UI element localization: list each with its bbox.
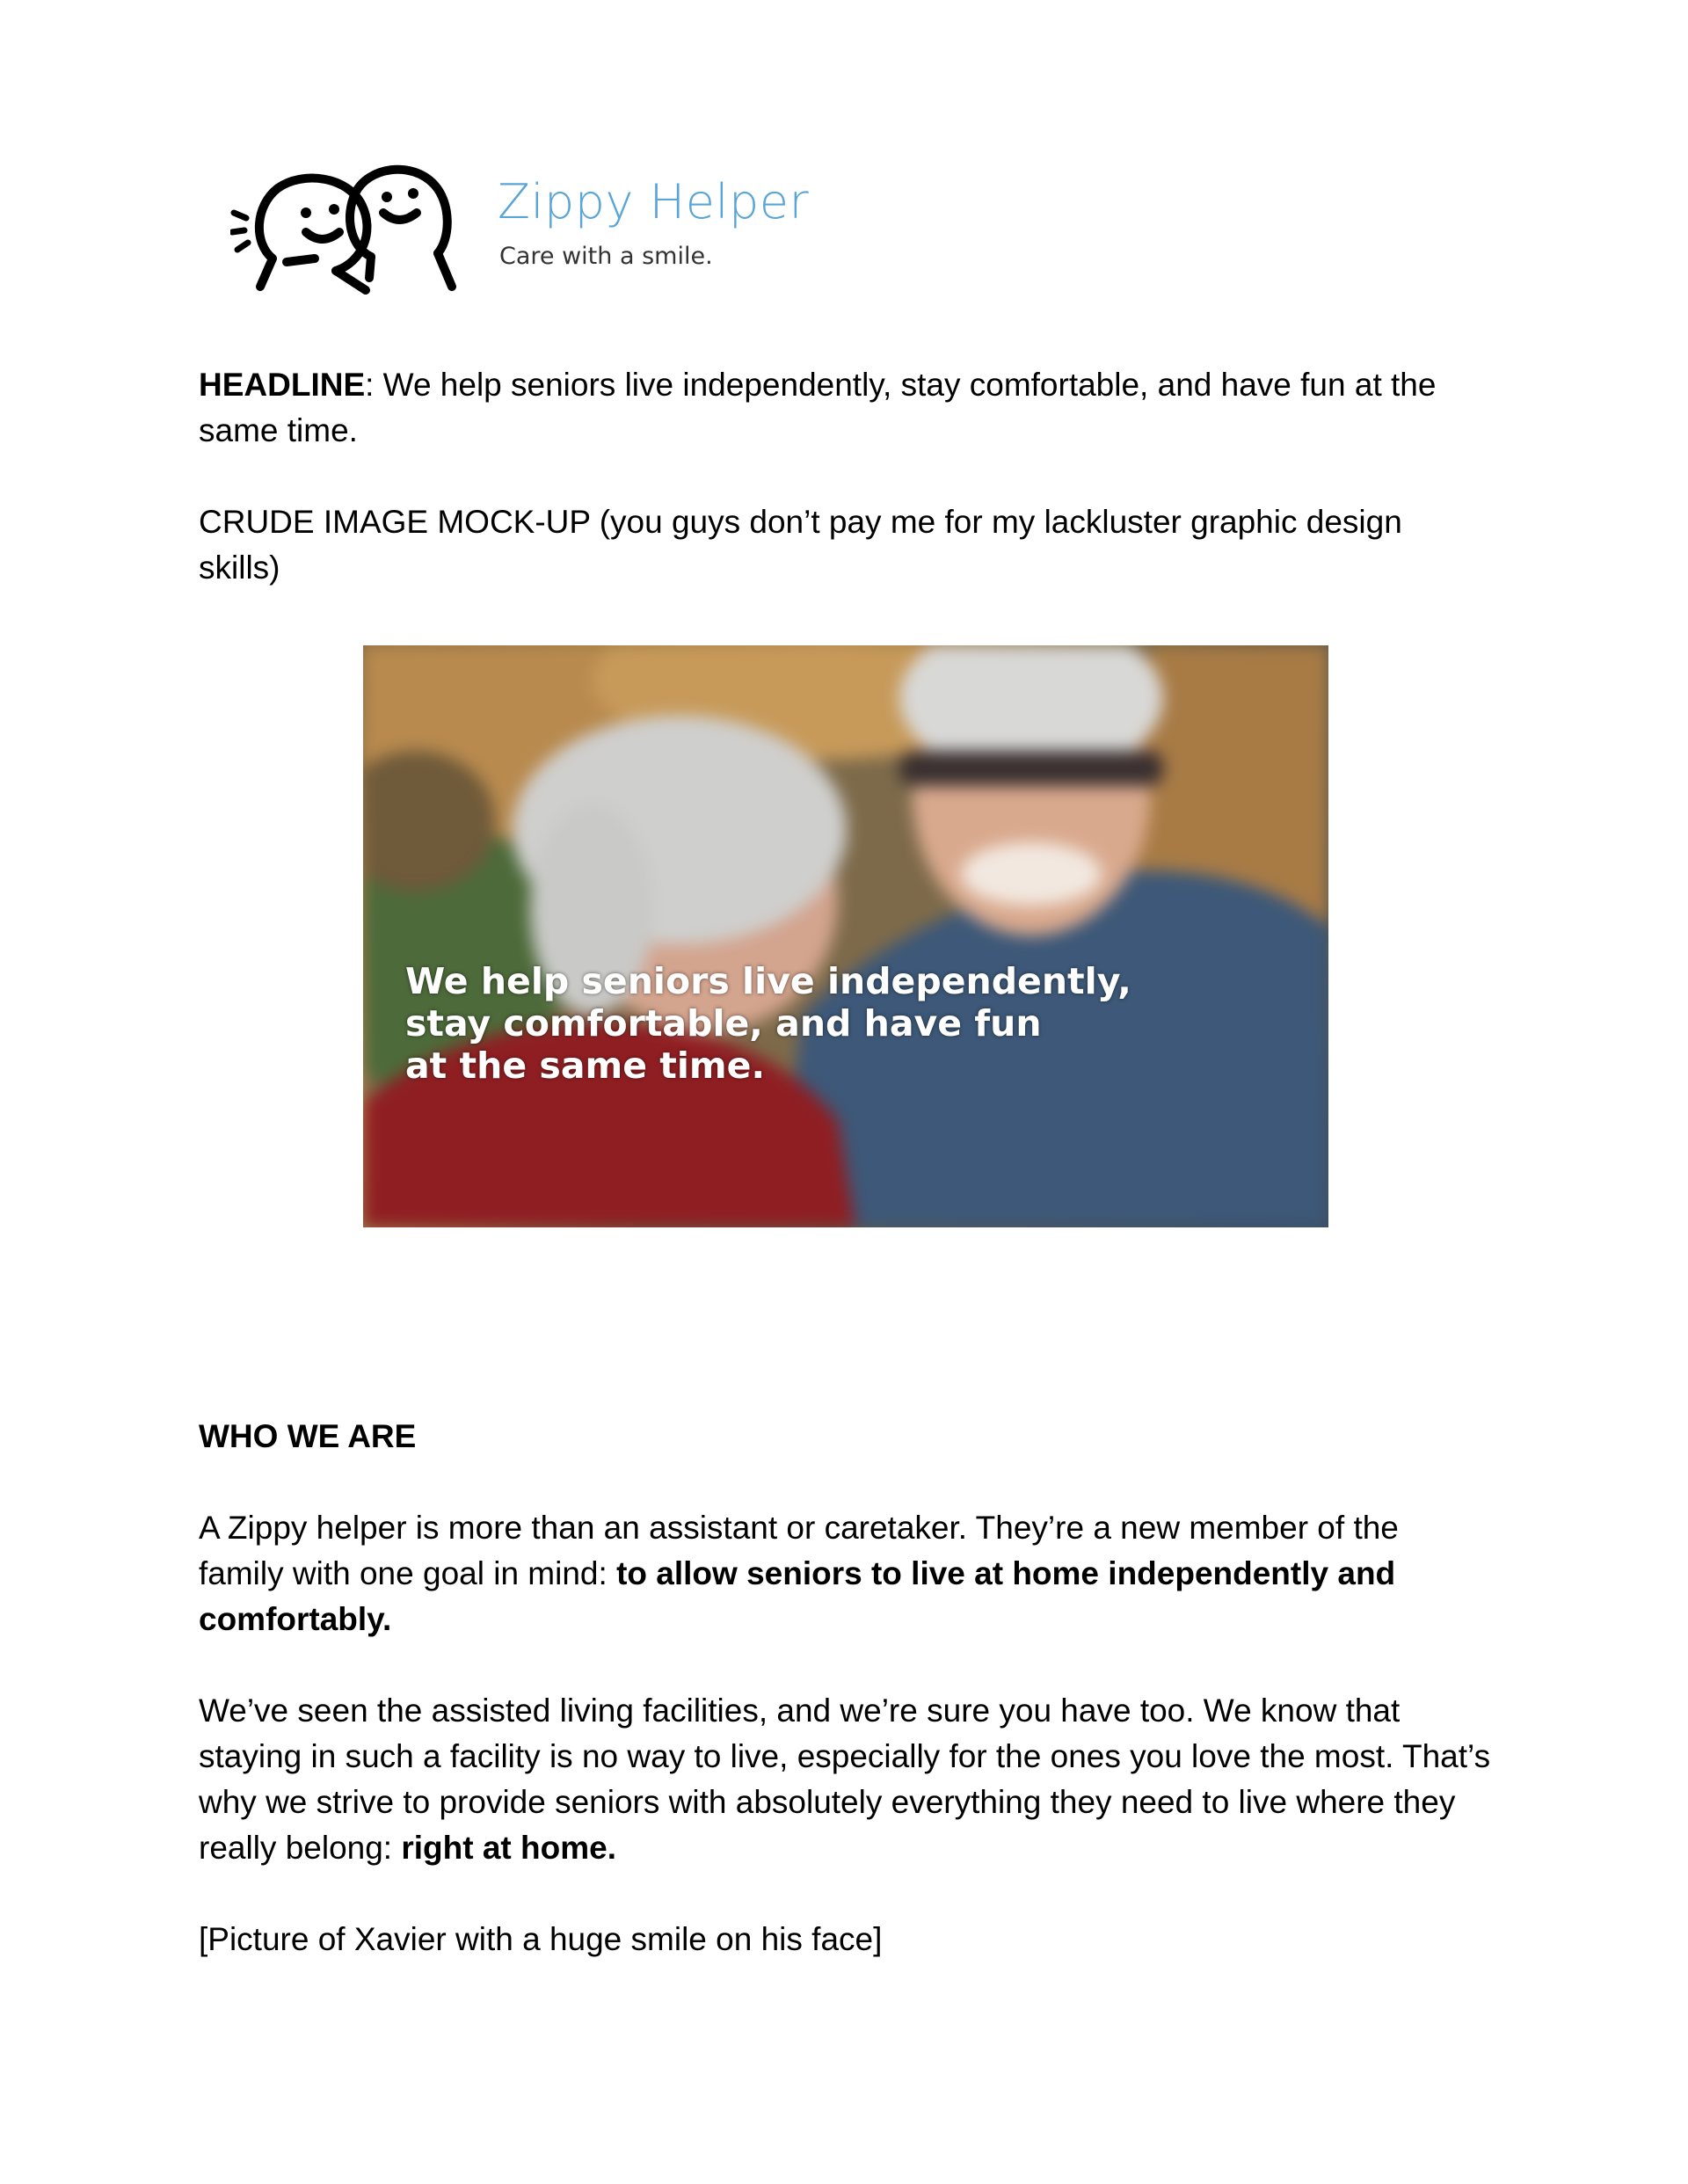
mockup-caption [405,960,1320,1087]
who-we-are-paragraph-2: We’ve seen the assisted living facilities, and we’re sure you have too. We know that staying in such a facility is no way to live, especially for the ones you love the most. That’s why we strive to provide seniors with absolutely everything they need to live where they really belong: right at home. [199,1693,1491,1866]
brand-name: Zippy Helper [498,174,810,229]
smiling-faces-logo-icon [230,155,459,295]
caption-line: at the same time. [405,1045,766,1087]
brand-logo [230,155,811,304]
headline-label: HEADLINE [199,367,366,403]
mockup-note: CRUDE IMAGE MOCK-UP (you guys don’t pay me for my lackluster graphic design skills) [199,504,1402,586]
mockup-image [363,645,1328,1227]
picture-placeholder-note: [Picture of Xavier with a huge smile on his face] [199,1921,883,1957]
senior-couple-photo [363,645,1328,1227]
caption-line: stay comfortable, and have fun [405,1002,1042,1045]
section-heading: WHO WE ARE [199,1418,417,1454]
caption-line: We help seniors live independently, [405,960,1131,1002]
brand-tagline: Care with a smile. [499,243,713,270]
headline-text: : We help seniors live independently, stay comfortable, and have fun at the same time. [199,367,1437,448]
who-we-are-paragraph-1: A Zippy helper is more than an assistant or caretaker. They’re a new member of the family with one goal in mind: to allow seniors to live at home independently and comfortably. [199,1510,1399,1637]
headline-paragraph [199,362,1491,454]
